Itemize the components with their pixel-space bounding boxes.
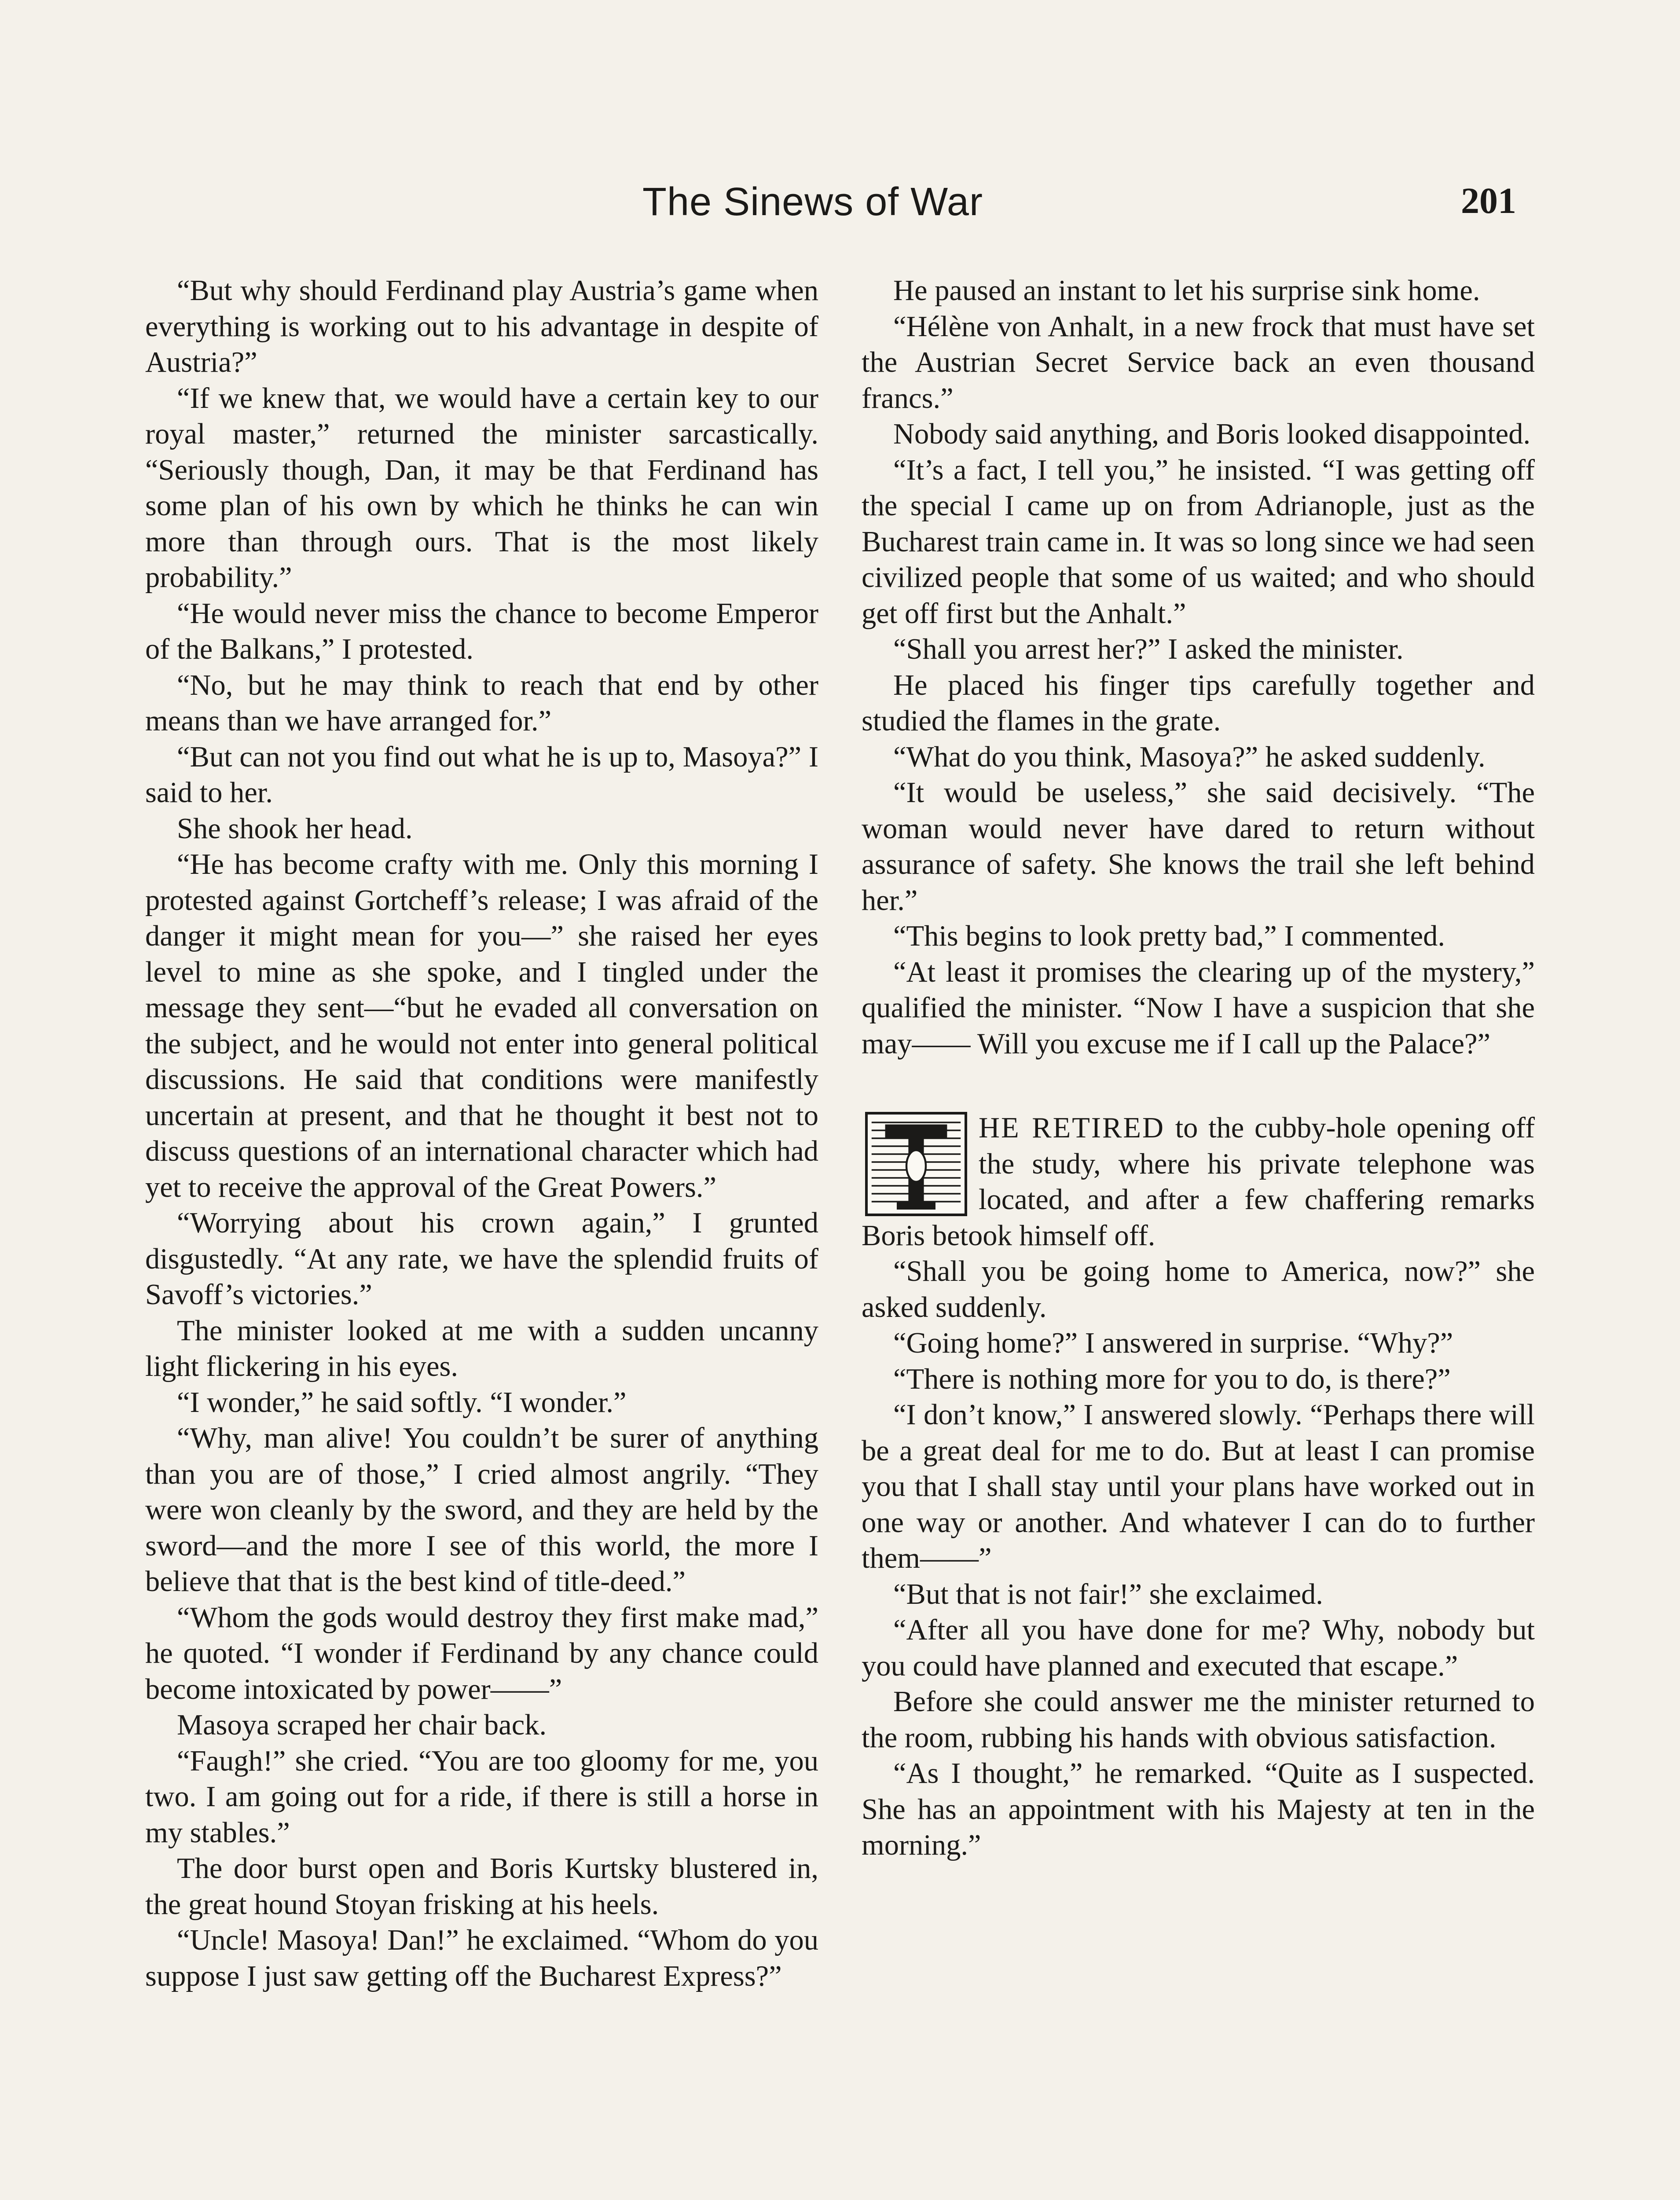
paragraph: “I don’t know,” I answered slowly. “Perhaps there will be a great deal for me to do. But at least I can promise you that I shall stay until your plans have worked out in one way or another. And whatever I can do to further them——” — [862, 1399, 1535, 1574]
paragraph: “Whom the gods would destroy they first make mad,” he quoted. “I wonder if Ferdinand by any chance could become intoxicated by power——” — [145, 1601, 818, 1705]
paragraph: “If we knew that, we would have a certain key to our royal master,” returned the minister sarcastically. “Seriously though, Dan, it may be that Ferdinand has some plan of his own by which he thinks he can win more than through ours. That is the most likely probability.” — [145, 382, 818, 594]
paragraph: Before she could answer me the minister returned to the room, rubbing his hands with obvious satisfaction. — [862, 1686, 1535, 1754]
paragraph: “Why, man alive! You couldn’t be surer of anything than you are of those,” I cried almost angrily. “They were won cleanly by the sword, and they are held by the sword—and the more I see of this world, the more I believe that that is the best kind of title-deed.” — [145, 1422, 818, 1598]
paragraph: The minister looked at me with a sudden uncanny light flickering in his eyes. — [145, 1314, 818, 1382]
paragraph: “Uncle! Masoya! Dan!” he exclaimed. “Whom do you suppose I just saw getting off the Bucharest Express?” — [145, 1924, 818, 1992]
paragraph: Masoya scraped her chair back. — [177, 1709, 547, 1741]
left-column — [145, 273, 818, 1994]
paragraph: “After all you have done for me? Why, nobody but you could have planned and executed that escape.” — [862, 1614, 1535, 1682]
paragraph: “There is nothing more for you to do, is there?” — [893, 1363, 1451, 1395]
paragraph: “What do you think, Masoya?” he asked suddenly. — [893, 741, 1486, 773]
paragraph: He paused an instant to let his surprise sink home. — [893, 275, 1480, 307]
paragraph: “Shall you be going home to America, now?” she asked suddenly. — [862, 1255, 1535, 1324]
paragraph: “No, but he may think to reach that end by other means than we have arranged for.” — [145, 669, 818, 737]
section-lead-text: HE RETIRED — [979, 1112, 1165, 1144]
right-column — [862, 273, 1535, 1863]
running-title: The Sinews of War — [642, 180, 983, 224]
page-header — [0, 180, 1680, 232]
paragraph: “He would never miss the chance to become Emperor of the Balkans,” I protested. — [145, 597, 818, 665]
paragraph: “At least it promises the clearing up of the mystery,” qualified the minister. “Now I have a suspicion that she may—— Will you excuse me if I call up the Palace?” — [862, 956, 1535, 1060]
paragraph: She shook her head. — [177, 812, 413, 845]
paragraph: “Worrying about his crown again,” I grunted disgustedly. “At any rate, we have the splendid fruits of Savoff’s victories.” — [145, 1207, 818, 1311]
paragraph: “I wonder,” he said softly. “I wonder.” — [177, 1386, 627, 1419]
paragraph: “He has become crafty with me. Only this morning I protested against Gortcheff’s release; I was afraid of the danger it might mean for you—” she raised her eyes level to mine as she spoke, and I tingled under the message they sent—“but he evaded all conversation on the subject, and he would not enter into general political discussions. He said that conditions were manifestly uncertain at present, and that he thought it best not to discuss questions of an international character which had yet to receive the approval of the Great Powers.” — [145, 848, 818, 1203]
page-number: 201 — [1461, 180, 1516, 221]
paragraph: The door burst open and Boris Kurtsky blustered in, the great hound Stoyan frisking at his heels. — [145, 1852, 818, 1921]
section-opening-text: to the cubby-hole opening off the study, where his private telephone was located, and after a few chaffering remarks Boris betook himself off. — [862, 1112, 1535, 1252]
paragraph: Nobody said anything, and Boris looked disappointed. — [893, 418, 1531, 450]
paragraph: “Faugh!” she cried. “You are too gloomy for me, you two. I am going out for a ride, if there is still a horse in my stables.” — [145, 1745, 818, 1849]
paragraph: “As I thought,” he remarked. “Quite as I suspected. She has an appointment with his Majesty at ten in the morning.” — [862, 1757, 1535, 1861]
paragraph: “This begins to look pretty bad,” I commented. — [893, 920, 1445, 952]
paragraph: “But can not you find out what he is up to, Masoya?” I said to her. — [145, 741, 818, 809]
paragraph: He placed his finger tips carefully together and studied the flames in the grate. — [862, 669, 1535, 737]
drop-cap-ornament — [865, 1112, 967, 1216]
paragraph: “It’s a fact, I tell you,” he insisted. “I was getting off the special I came up on from Adrianople, just as the Bucharest train came in. It was so long since we had seen civilized people that some of us waited; and who should get off first but the Anhalt.” — [862, 454, 1535, 630]
paragraph: “Going home?” I answered in surprise. “Why?” — [893, 1327, 1453, 1359]
paragraph: “But why should Ferdinand play Austria’s game when everything is working out to his advantage in despite of Austria?” — [145, 275, 818, 378]
section-opening-paragraph — [862, 1110, 1535, 1254]
paragraph: “Hélène von Anhalt, in a new frock that must have set the Austrian Secret Service back an even thousand francs.” — [862, 310, 1535, 414]
paragraph: “It would be useless,” she said decisively. “The woman would never have dared to return without assurance of safety. She knows the trail she left behind her.” — [862, 777, 1535, 917]
paragraph: “But that is not fair!” she exclaimed. — [893, 1578, 1323, 1610]
paragraph: “Shall you arrest her?” I asked the minister. — [893, 633, 1404, 665]
